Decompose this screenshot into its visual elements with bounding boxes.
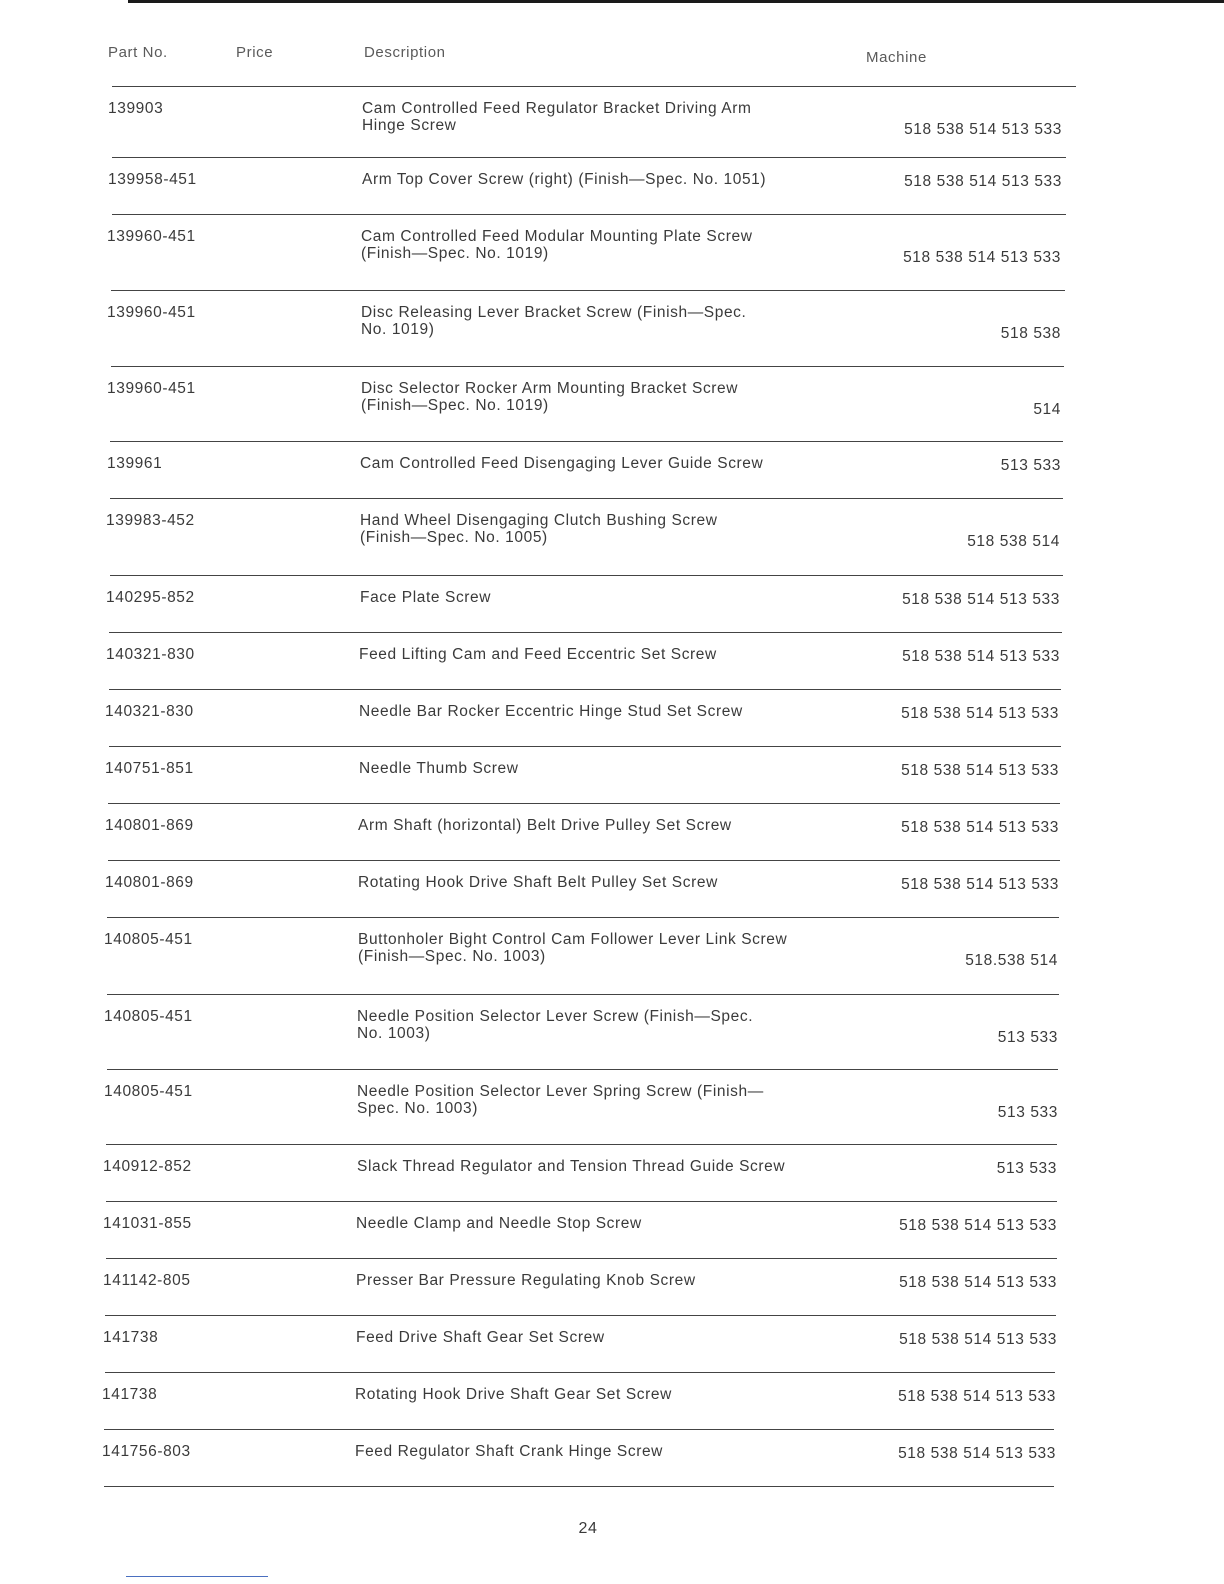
part-number: 141756-803 xyxy=(102,1443,191,1460)
table-row xyxy=(105,747,1060,804)
description-line: Cam Controlled Feed Modular Mounting Plate Screw xyxy=(361,228,753,245)
table-header xyxy=(0,44,1224,74)
part-number: 139983-452 xyxy=(106,512,195,529)
part-description xyxy=(362,171,862,188)
machine-models: 518 538 514 513 533 xyxy=(904,173,1062,190)
description-line: Disc Releasing Lever Bracket Screw (Finish—Spec. xyxy=(361,304,747,321)
part-description xyxy=(359,703,859,720)
description-line: (Finish—Spec. No. 1005) xyxy=(360,529,548,546)
table-row xyxy=(104,1373,1054,1430)
part-description xyxy=(362,100,862,134)
part-description xyxy=(355,1386,855,1403)
part-description xyxy=(356,1272,856,1289)
description-line: Rotating Hook Drive Shaft Gear Set Screw xyxy=(355,1386,672,1403)
table-row xyxy=(106,633,1061,690)
part-description xyxy=(356,1329,856,1346)
description-line: Needle Thumb Screw xyxy=(359,760,519,777)
machine-models: 518 538 514 513 533 xyxy=(902,591,1060,608)
machine-models: 518 538 514 513 533 xyxy=(902,648,1060,665)
part-description xyxy=(358,874,858,891)
machine-models: 518 538 514 513 533 xyxy=(899,1217,1057,1234)
description-line: Arm Shaft (horizontal) Belt Drive Pulley Set Screw xyxy=(358,817,732,834)
part-number: 139903 xyxy=(108,100,164,117)
description-line: Feed Lifting Cam and Feed Eccentric Set Screw xyxy=(359,646,717,663)
part-number: 140751-851 xyxy=(105,760,194,777)
page-number: 24 xyxy=(578,1520,598,1537)
part-description xyxy=(360,589,860,606)
machine-models: 518 538 514 513 533 xyxy=(899,1274,1057,1291)
machine-models: 518 538 514 513 533 xyxy=(901,819,1059,836)
part-description xyxy=(357,1083,857,1117)
part-number: 140321-830 xyxy=(105,703,194,720)
machine-models: 518 538 514 513 533 xyxy=(898,1445,1056,1462)
description-line: (Finish—Spec. No. 1019) xyxy=(361,245,549,262)
description-line: Needle Position Selector Lever Screw (Finish—Spec. xyxy=(357,1008,754,1025)
machine-models: 518 538 514 513 533 xyxy=(901,876,1059,893)
part-description xyxy=(359,760,859,777)
part-description xyxy=(355,1443,855,1460)
part-description xyxy=(360,512,860,546)
machine-models: 514 xyxy=(1033,401,1061,418)
description-line: Needle Bar Rocker Eccentric Hinge Stud Set Screw xyxy=(359,703,743,720)
table-row xyxy=(106,1070,1057,1145)
table-row xyxy=(104,995,1058,1070)
machine-models: 518 538 514 513 533 xyxy=(898,1388,1056,1405)
part-number: 141738 xyxy=(102,1386,158,1403)
part-number: 140805-451 xyxy=(104,1083,193,1100)
header-part-no: Part No. xyxy=(108,44,168,61)
table-row xyxy=(105,1316,1055,1373)
part-number: 140295-852 xyxy=(106,589,195,606)
machine-models: 513 533 xyxy=(1000,457,1061,474)
description-line: (Finish—Spec. No. 1019) xyxy=(361,397,549,414)
machine-models: 518 538 514 513 533 xyxy=(904,121,1062,138)
part-description xyxy=(357,1008,857,1042)
description-line: Buttonholer Bight Control Cam Follower Lever Link Screw xyxy=(358,931,788,948)
part-number: 140801-869 xyxy=(105,874,194,891)
part-description xyxy=(357,1158,857,1175)
part-description xyxy=(360,455,860,472)
part-description xyxy=(358,931,858,965)
part-number: 141738 xyxy=(103,1329,159,1346)
description-line: Spec. No. 1003) xyxy=(357,1100,479,1117)
machine-models: 518 538 514 xyxy=(967,533,1060,550)
top-rule xyxy=(128,0,1224,3)
machine-models: 513 533 xyxy=(996,1160,1057,1177)
header-description: Description xyxy=(364,44,446,61)
part-number: 141031-855 xyxy=(103,1215,192,1232)
part-description xyxy=(358,817,858,834)
part-description xyxy=(359,646,859,663)
table-row xyxy=(108,158,1066,215)
part-description xyxy=(356,1215,856,1232)
part-description xyxy=(361,380,861,414)
part-number: 139960-451 xyxy=(107,304,196,321)
description-line: Needle Clamp and Needle Stop Screw xyxy=(356,1215,642,1232)
table-row xyxy=(106,576,1062,633)
part-number: 139961 xyxy=(107,455,163,472)
machine-models: 518 538 514 513 533 xyxy=(903,249,1061,266)
machine-models: 518.538 514 xyxy=(965,952,1058,969)
table-row xyxy=(107,291,1064,367)
table-row xyxy=(107,442,1063,499)
part-number: 139958-451 xyxy=(108,171,197,188)
description-line: Face Plate Screw xyxy=(360,589,492,606)
header-machine: Machine xyxy=(866,49,927,66)
description-line: Feed Drive Shaft Gear Set Screw xyxy=(356,1329,605,1346)
parts-table xyxy=(0,87,1224,1487)
header-price: Price xyxy=(236,44,274,61)
part-description xyxy=(361,304,861,338)
part-number: 140321-830 xyxy=(106,646,195,663)
part-number: 139960-451 xyxy=(107,380,196,397)
description-line: Cam Controlled Feed Disengaging Lever Guide Screw xyxy=(360,455,764,472)
description-line: Arm Top Cover Screw (right) (Finish—Spec. No. 1051) xyxy=(362,171,767,188)
machine-models: 518 538 514 513 533 xyxy=(899,1331,1057,1348)
machine-models: 518 538 514 513 533 xyxy=(901,705,1059,722)
table-row xyxy=(105,804,1060,861)
description-line: Hinge Screw xyxy=(362,117,457,134)
table-row xyxy=(107,215,1065,291)
machine-models: 513 533 xyxy=(997,1029,1058,1046)
description-line: Cam Controlled Feed Regulator Bracket Driving Arm xyxy=(362,100,752,117)
table-row xyxy=(104,918,1059,995)
part-number: 140805-451 xyxy=(104,931,193,948)
description-line: No. 1019) xyxy=(361,321,435,338)
table-row xyxy=(106,499,1063,576)
description-line: No. 1003) xyxy=(357,1025,431,1042)
table-row xyxy=(104,1430,1054,1487)
part-number: 139960-451 xyxy=(107,228,196,245)
description-line: (Finish—Spec. No. 1003) xyxy=(358,948,546,965)
description-line: Needle Position Selector Lever Spring Screw (Finish— xyxy=(357,1083,764,1100)
part-description xyxy=(361,228,861,262)
description-line: Presser Bar Pressure Regulating Knob Screw xyxy=(356,1272,696,1289)
part-number: 140801-869 xyxy=(105,817,194,834)
table-row xyxy=(105,1259,1056,1316)
table-row xyxy=(107,861,1059,918)
machine-models: 518 538 514 513 533 xyxy=(901,762,1059,779)
table-row xyxy=(103,1202,1057,1259)
machine-models: 518 538 xyxy=(1000,325,1061,342)
bottom-rule xyxy=(126,1576,268,1577)
table-row xyxy=(107,367,1063,442)
part-number: 140805-451 xyxy=(104,1008,193,1025)
description-line: Hand Wheel Disengaging Clutch Bushing Screw xyxy=(360,512,718,529)
table-row xyxy=(105,690,1061,747)
description-line: Feed Regulator Shaft Crank Hinge Screw xyxy=(355,1443,663,1460)
table-row xyxy=(103,1145,1057,1202)
part-number: 140912-852 xyxy=(103,1158,192,1175)
description-line: Disc Selector Rocker Arm Mounting Bracket Screw xyxy=(361,380,739,397)
part-number: 141142-805 xyxy=(103,1272,191,1289)
description-line: Slack Thread Regulator and Tension Thread Guide Screw xyxy=(357,1158,786,1175)
machine-models: 513 533 xyxy=(997,1104,1058,1121)
table-row xyxy=(108,87,1066,158)
description-line: Rotating Hook Drive Shaft Belt Pulley Set Screw xyxy=(358,874,718,891)
